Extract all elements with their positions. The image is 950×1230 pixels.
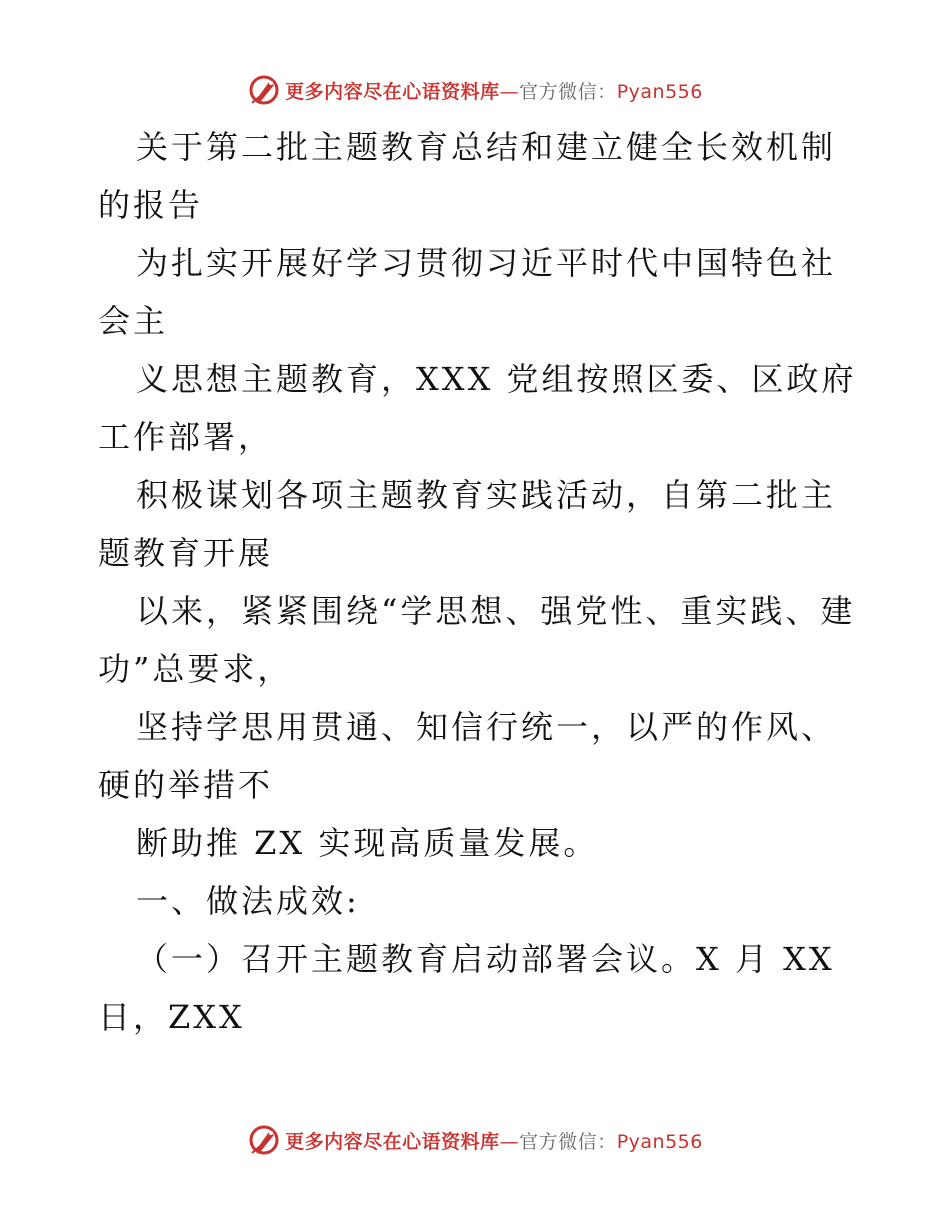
watermark-text: 更多内容尽在心语资料库—官方微信：Pyan556 — [285, 80, 703, 103]
paragraph: 义思想主题教育，XXX 党组按照区委、区政府工作部署， — [98, 360, 857, 456]
section-heading: 一、做法成效: — [136, 882, 360, 920]
document-body — [98, 118, 858, 1046]
header-watermark — [0, 70, 950, 110]
quill-pen-logo-icon — [247, 73, 281, 107]
footer-watermark — [0, 1120, 950, 1160]
paragraph: 断助推 ZX 实现高质量发展。 — [136, 824, 599, 862]
watermark-text: 更多内容尽在心语资料库—官方微信：Pyan556 — [285, 1130, 703, 1153]
document-title: 关于第二批主题教育总结和建立健全长效机制的报告 — [98, 128, 837, 224]
paragraph: 以来，紧紧围绕“学思想、强党性、重实践、建功”总要求， — [98, 592, 856, 688]
paragraph: 坚持学思用贯通、知信行统一，以严的作风、硬的举措不 — [98, 708, 837, 804]
paragraph: （一）召开主题教育启动部署会议。X 月 XX 日，ZXX — [98, 940, 848, 1036]
quill-pen-logo-icon — [247, 1123, 281, 1157]
paragraph: 积极谋划各项主题教育实践活动，自第二批主题教育开展 — [98, 476, 837, 572]
paragraph: 为扎实开展好学习贯彻习近平时代中国特色社会主 — [98, 244, 837, 340]
